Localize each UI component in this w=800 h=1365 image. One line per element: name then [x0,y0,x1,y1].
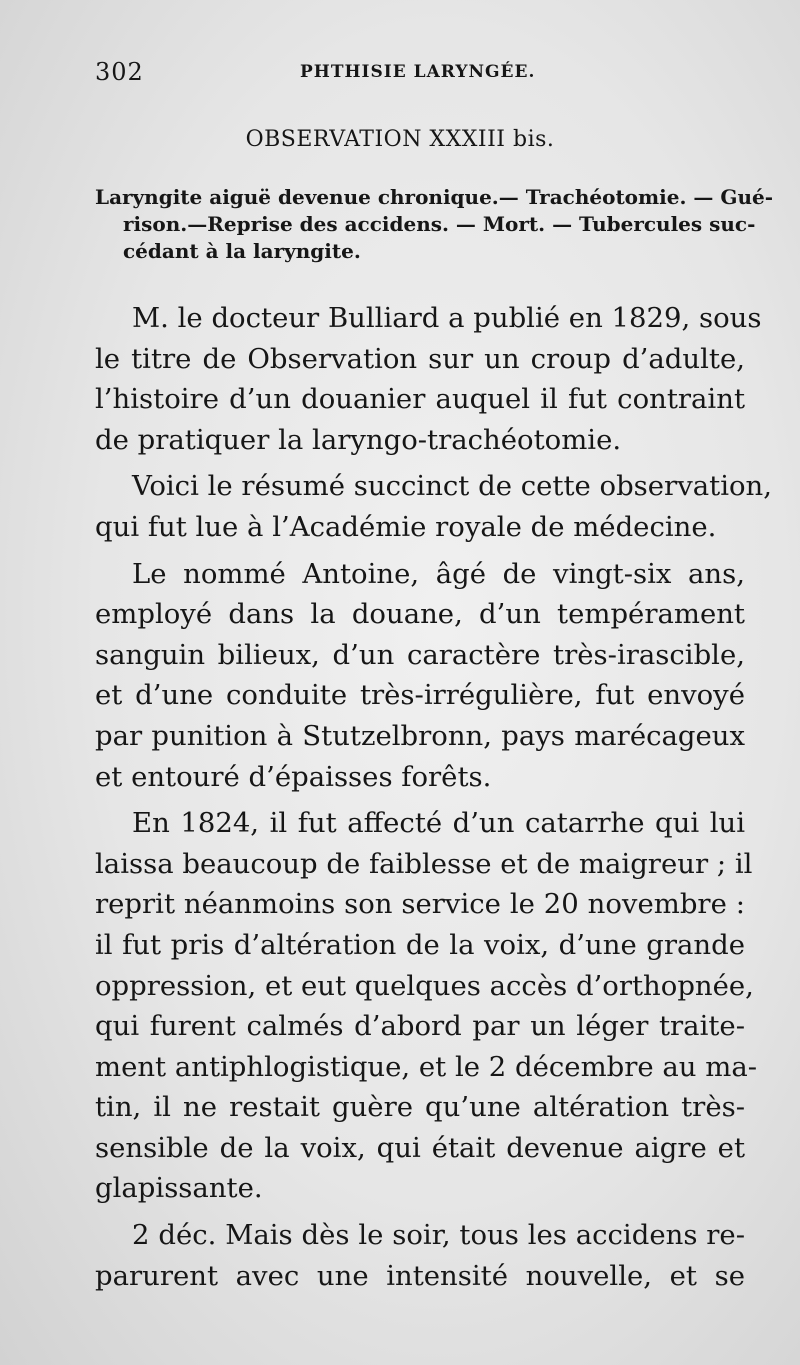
text-line: de pratiquer la laryngo-trachéotomie. [95,423,622,456]
summary-line: Laryngite aiguë devenue chronique.— Trachéotomie. — Gué- [95,185,774,209]
page-header [95,58,745,92]
text-line: tin, il ne restait guère qu’une altération très- [95,1091,745,1124]
text-line: et entouré d’épaisses forêts. [95,760,492,793]
text-line: En 1824, il fut affecté d’un catarrhe qui lui [132,807,745,840]
paragraph [95,298,762,460]
text-line: sensible de la voix, qui était devenue aigre et [95,1131,745,1164]
text-line: reprit néanmoins son service le 20 novembre : [95,888,745,921]
paragraph [95,1215,745,1296]
body-text [95,298,772,1296]
text-line: qui fut lue à l’Académie royale de médecine. [95,510,717,543]
text-line: glapissante. [95,1172,263,1205]
text-line: par punition à Stutzelbronn, pays marécageux [95,719,745,752]
observation-title: OBSERVATION XXXIII bis. [245,127,555,152]
text-line: Voici le résumé succinct de cette observation, [132,470,772,503]
text-line: qui furent calmés d’abord par un léger traite- [95,1010,745,1043]
text-line: 2 déc. Mais dès le soir, tous les accidens re- [132,1219,745,1252]
text-line: Le nommé Antoine, âgé de vingt-six ans, [132,557,745,590]
text-line: et d’une conduite très-irrégulière, fut envoyé [95,679,745,712]
paragraph [95,803,758,1209]
text-line: laissa beaucoup de faiblesse et de maigreur ; il [95,847,753,880]
text-line: l’histoire d’un douanier auquel il fut contraint [95,383,745,416]
text-line: il fut pris d’altération de la voix, d’une grande [95,928,745,961]
text-line: M. le docteur Bulliard a publié en 1829, sous [132,302,762,334]
text-line: sanguin bilieux, d’un caractère très-irascible, [95,638,745,671]
text-line: le titre de Observation sur un croup d’adulte, [95,342,745,375]
observation-summary [95,184,774,265]
running-title: PHTHISIE LARYNGÉE. [300,62,536,82]
text-line: parurent avec une intensité nouvelle, et se [95,1259,745,1292]
summary-line: cédant à la laryngite. [123,239,361,263]
paragraph [95,554,745,798]
text-line: employé dans la douane, d’un tempérament [95,598,745,631]
page-number: 302 [95,58,144,86]
text-line: oppression, et eut quelques accès d’orthopnée, [95,969,754,1002]
text-line: ment antiphlogistique, et le 2 décembre au ma- [95,1050,758,1083]
summary-line: rison.—Reprise des accidens. — Mort. — Tubercules suc- [123,212,756,236]
paragraph [95,466,772,547]
